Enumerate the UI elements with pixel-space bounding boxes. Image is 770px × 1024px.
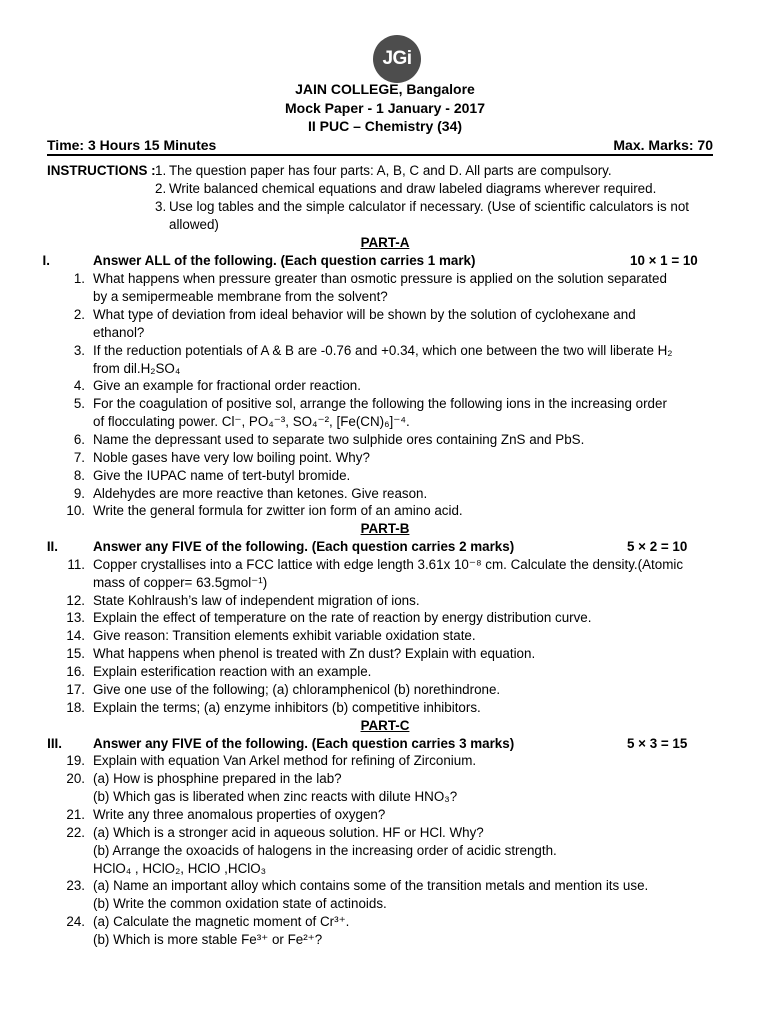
question-number: 6. bbox=[73, 432, 85, 447]
college-name: JAIN COLLEGE, Bangalore bbox=[295, 81, 475, 97]
question-number: 16. bbox=[66, 664, 85, 679]
question-text: from dil.H₂SO₄ bbox=[93, 361, 181, 376]
question-text: Give reason: Transition elements exhibit variable oxidation state. bbox=[93, 628, 476, 643]
question-text: For the coagulation of positive sol, arrange the following the following ions in the increasing order bbox=[93, 396, 667, 411]
question-number: 18. bbox=[66, 700, 85, 715]
question-number: 11. bbox=[67, 557, 85, 572]
instruction-text: The question paper has four parts: A, B, C and D. All parts are compulsory. bbox=[169, 163, 612, 178]
question-number: 19. bbox=[66, 753, 85, 768]
question-text: Name the depressant used to separate two sulphide ores containing ZnS and PbS. bbox=[93, 432, 585, 447]
question-text: Copper crystallises into a FCC lattice with edge length 3.61x 10⁻⁸ cm. Calculate the density.(Atomic bbox=[93, 557, 684, 572]
section-marks: 5 × 2 = 10 bbox=[627, 539, 688, 554]
part-b-heading: PART-B bbox=[360, 521, 410, 536]
time-label: Time: 3 Hours 15 Minutes bbox=[47, 137, 217, 153]
section-title: Answer ALL of the following. (Each question carries 1 mark) bbox=[93, 253, 476, 268]
question-text: of flocculating power. Cl⁻, PO₄⁻³, SO₄⁻², [Fe(CN)₆]⁻⁴. bbox=[93, 414, 410, 429]
question-text: ethanol? bbox=[93, 325, 145, 340]
section-number: I. bbox=[42, 253, 50, 268]
question-text: mass of copper= 63.5gmol⁻¹) bbox=[93, 575, 268, 590]
instruction-text: Write balanced chemical equations and draw labeled diagrams wherever required. bbox=[169, 181, 657, 196]
instruction-number: 1. bbox=[155, 163, 167, 178]
question-text: Explain the terms; (a) enzyme inhibitors (b) competitive inhibitors. bbox=[93, 700, 481, 715]
question-number: 12. bbox=[66, 593, 85, 608]
section-marks: 10 × 1 = 10 bbox=[630, 253, 698, 268]
instruction-text: Use log tables and the simple calculator if necessary. (Use of scientific calculators is not bbox=[169, 199, 689, 214]
question-text: (a) Which is a stronger acid in aqueous solution. HF or HCl. Why? bbox=[93, 825, 484, 840]
question-number: 15. bbox=[66, 646, 85, 661]
question-number: 1. bbox=[73, 271, 85, 286]
part-c-heading: PART-C bbox=[360, 718, 410, 733]
question-number: 2. bbox=[73, 307, 85, 322]
question-text: HClO₄ , HClO₂, HClO ,HClO₃ bbox=[93, 861, 267, 876]
question-number: 22. bbox=[66, 825, 85, 840]
question-text: Give the IUPAC name of tert-butyl bromide. bbox=[93, 468, 351, 483]
college-logo: JGi bbox=[373, 35, 421, 83]
question-number: 8. bbox=[73, 468, 85, 483]
question-text: Give an example for fractional order reaction. bbox=[93, 378, 361, 393]
question-text: (b) Which gas is liberated when zinc reacts with dilute HNO₃? bbox=[93, 789, 458, 804]
question-text: Write any three anomalous properties of oxygen? bbox=[93, 807, 386, 822]
question-text: Explain with equation Van Arkel method for refining of Zirconium. bbox=[93, 753, 477, 768]
question-text: by a semipermeable membrane from the solvent? bbox=[93, 289, 388, 304]
question-text: (a) Name an important alloy which contains some of the transition metals and mention its use. bbox=[93, 878, 649, 893]
question-number: 7. bbox=[73, 450, 85, 465]
section-title: Answer any FIVE of the following. (Each question carries 3 marks) bbox=[93, 736, 515, 751]
subject-title: II PUC – Chemistry (34) bbox=[307, 118, 463, 134]
question-text: Noble gases have very low boiling point. Why? bbox=[93, 450, 370, 465]
max-marks-label: Max. Marks: 70 bbox=[613, 137, 713, 153]
question-text: If the reduction potentials of A & B are -0.76 and +0.34, which one between the two will liberate H₂ bbox=[93, 343, 673, 358]
question-number: 14. bbox=[66, 628, 85, 643]
question-text: What happens when pressure greater than osmotic pressure is applied on the solution separated bbox=[93, 271, 667, 286]
part-a-heading: PART-A bbox=[360, 235, 410, 250]
time-marks-bar bbox=[47, 137, 713, 156]
question-text: (b) Which is more stable Fe³⁺ or Fe²⁺? bbox=[93, 932, 323, 947]
instruction-text: allowed) bbox=[169, 217, 219, 232]
question-number: 17. bbox=[66, 682, 85, 697]
question-text: Write the general formula for zwitter ion form of an amino acid. bbox=[93, 503, 463, 518]
question-number: 4. bbox=[73, 378, 85, 393]
section-number: II. bbox=[46, 539, 58, 554]
question-text: What happens when phenol is treated with Zn dust? Explain with equation. bbox=[93, 646, 536, 661]
question-text: State Kohlraush’s law of independent migration of ions. bbox=[93, 593, 420, 608]
question-text: What type of deviation from ideal behavior will be shown by the solution of cyclohexane and bbox=[93, 307, 636, 322]
section-title: Answer any FIVE of the following. (Each question carries 2 marks) bbox=[93, 539, 515, 554]
question-text: (a) Calculate the magnetic moment of Cr³⁺. bbox=[93, 914, 350, 929]
question-number: 5. bbox=[73, 396, 85, 411]
instructions-label: INSTRUCTIONS : bbox=[47, 163, 156, 178]
instruction-number: 2. bbox=[155, 181, 167, 196]
paper-title: Mock Paper - 1 January - 2017 bbox=[285, 100, 485, 116]
question-number: 13. bbox=[66, 610, 85, 625]
question-number: 9. bbox=[73, 486, 85, 501]
question-number: 21. bbox=[66, 807, 85, 822]
question-number: 10. bbox=[66, 503, 85, 518]
section-marks: 5 × 3 = 15 bbox=[627, 736, 688, 751]
question-text: (b) Arrange the oxoacids of halogens in the increasing order of acidic strength. bbox=[93, 843, 557, 858]
question-text: Explain esterification reaction with an example. bbox=[93, 664, 372, 679]
question-text: Explain the effect of temperature on the rate of reaction by energy distribution curve. bbox=[93, 610, 592, 625]
question-text: Give one use of the following; (a) chloramphenicol (b) norethindrone. bbox=[93, 682, 501, 697]
section-number: III. bbox=[47, 736, 62, 751]
question-number: 23. bbox=[66, 878, 85, 893]
question-text: (b) Write the common oxidation state of actinoids. bbox=[93, 896, 387, 911]
question-number: 24. bbox=[66, 914, 85, 929]
question-text: (a) How is phosphine prepared in the lab? bbox=[93, 771, 342, 786]
question-number: 20. bbox=[66, 771, 85, 786]
question-number: 3. bbox=[73, 343, 85, 358]
instruction-number: 3. bbox=[155, 199, 167, 214]
question-text: Aldehydes are more reactive than ketones. Give reason. bbox=[93, 486, 428, 501]
